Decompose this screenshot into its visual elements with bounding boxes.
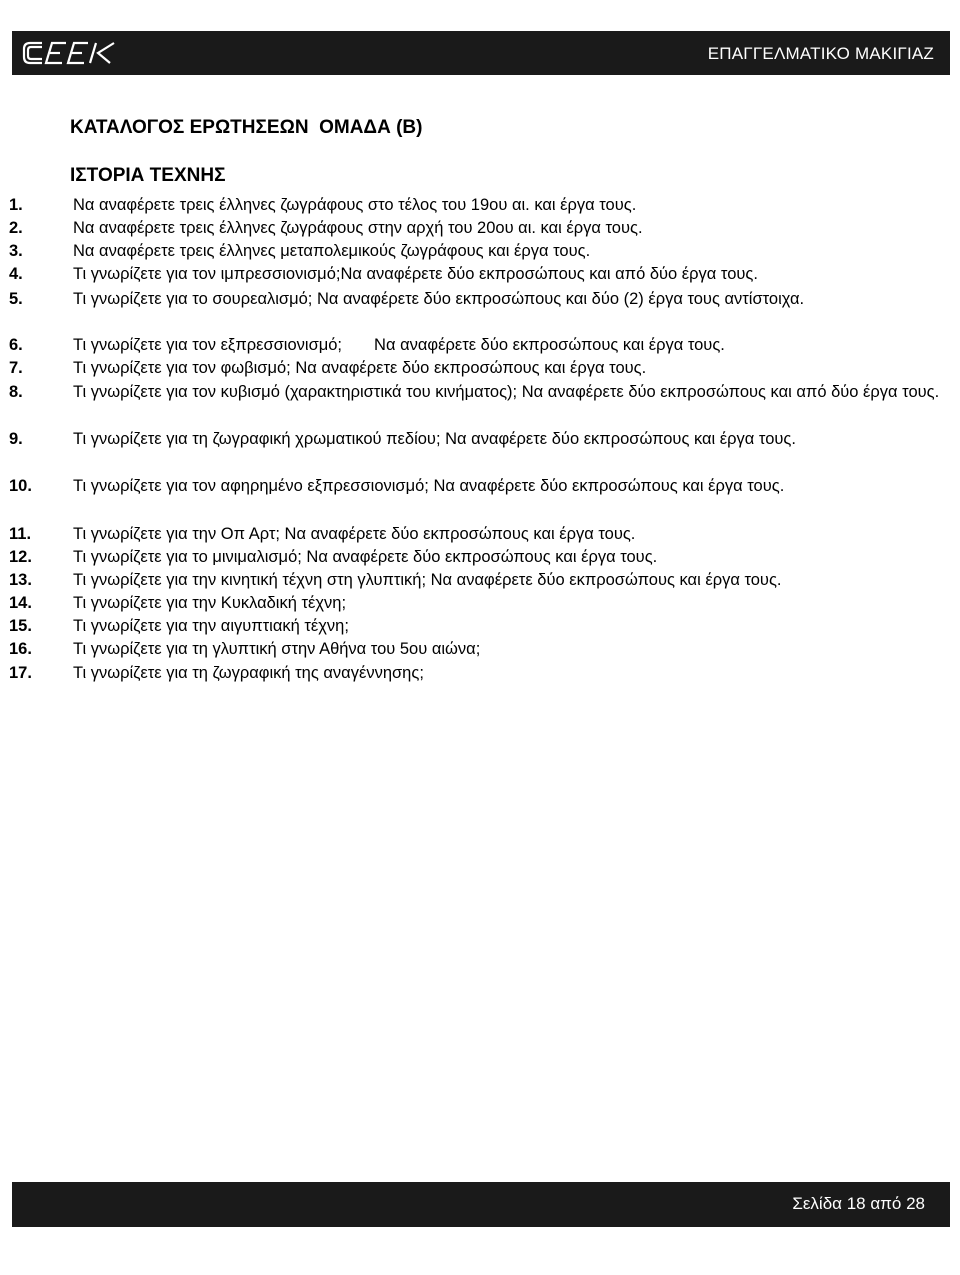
question-number: 9. — [9, 430, 23, 448]
question-text: Τι γνωρίζετε για την κινητική τέχνη στη γλυπτική; Να αναφέρετε δύο εκπροσώπους και έργα τους. — [73, 571, 782, 589]
question-number: 14. — [9, 594, 32, 612]
question-text — [73, 334, 951, 357]
question-text: Να αναφέρετε τρεις έλληνες ζωγράφους στο τέλος του 19ου αι. και έργα τους. — [73, 196, 637, 214]
question-number: 3. — [9, 242, 23, 260]
question-text: Τι γνωρίζετε για τη γλυπτική στην Αθήνα του 5ου αιώνα; — [73, 640, 481, 658]
question-text: Τι γνωρίζετε για τη ζωγραφική της αναγέννησης; — [73, 664, 424, 682]
question-number: 6. — [9, 336, 23, 354]
question-number: 10. — [9, 477, 32, 495]
question-text: Τι γνωρίζετε για την Κυκλαδική τέχνη; — [73, 594, 347, 612]
document-title: ΚΑΤΑΛΟΓΟΣ ΕΡΩΤΗΣΕΩΝ ΟΜΑΔΑ (Β) — [70, 117, 423, 138]
question-text: Τι γνωρίζετε για τον κυβισμό (χαρακτηριστικά του κινήματος); Να αναφέρετε δύο εκπροσώπους και από δύο έργα τους. — [73, 383, 940, 401]
question-text: Τι γνωρίζετε για την αιγυπτιακή τέχνη; — [73, 617, 349, 635]
question-text: Τι γνωρίζετε για τη ζωγραφική χρωματικού πεδίου; Να αναφέρετε δύο εκπροσώπους και έργα τους. — [73, 430, 796, 448]
question-text: Τι γνωρίζετε για την Οπ Αρτ; Να αναφέρετε δύο εκπροσώπους και έργα τους. — [73, 525, 636, 543]
header-bar — [12, 31, 950, 75]
question-number: 16. — [9, 640, 32, 658]
question-text-part: Να αναφέρετε δύο εκπροσώπους και έργα τους. — [374, 336, 725, 354]
question-text: Τι γνωρίζετε για τον αφηρημένο εξπρεσσιονισμό; Να αναφέρετε δύο εκπροσώπους και έργα τους. — [73, 477, 785, 495]
question-number: 4. — [9, 265, 23, 283]
question-text: Τι γνωρίζετε για τον ιμπρεσσιονισμό;Να αναφέρετε δύο εκπροσώπους και από δύο έργα τους. — [73, 265, 758, 283]
footer-bar — [12, 1182, 950, 1227]
question-text: Τι γνωρίζετε για το σουρεαλισμό; Να αναφέρετε δύο εκπροσώπους και δύο (2) έργα τους αντίστοιχα. — [73, 290, 805, 308]
question-number: 17. — [9, 664, 32, 682]
ceek-logo — [20, 37, 120, 69]
question-number: 12. — [9, 548, 32, 566]
question-number: 15. — [9, 617, 32, 635]
question-text: Να αναφέρετε τρεις έλληνες μεταπολεμικούς ζωγράφους και έργα τους. — [73, 242, 591, 260]
question-number: 1. — [9, 196, 23, 214]
page-number: Σελίδα 18 από 28 — [792, 1194, 925, 1213]
question-text: Να αναφέρετε τρεις έλληνες ζωγράφους στην αρχή του 20ου αι. και έργα τους. — [73, 219, 643, 237]
question-text: Τι γνωρίζετε για τον φωβισμό; Να αναφέρετε δύο εκπροσώπους και έργα τους. — [73, 359, 647, 377]
question-number: 5. — [9, 290, 23, 308]
question-number: 8. — [9, 383, 23, 401]
question-number: 11. — [9, 525, 32, 543]
question-number: 2. — [9, 219, 23, 237]
question-number: 13. — [9, 571, 32, 589]
header-title: ΕΠΑΓΓΕΛΜΑΤΙΚΟ ΜΑΚΙΓΙΑΖ — [707, 44, 934, 63]
section-title: ΙΣΤΟΡΙΑ ΤΕΧΝΗΣ — [70, 165, 226, 186]
question-number: 7. — [9, 359, 23, 377]
question-text: Τι γνωρίζετε για το μινιμαλισμό; Να αναφέρετε δύο εκπροσώπους και έργα τους. — [73, 548, 658, 566]
question-text-part: Τι γνωρίζετε για τον εξπρεσσιονισμό; — [73, 336, 343, 354]
